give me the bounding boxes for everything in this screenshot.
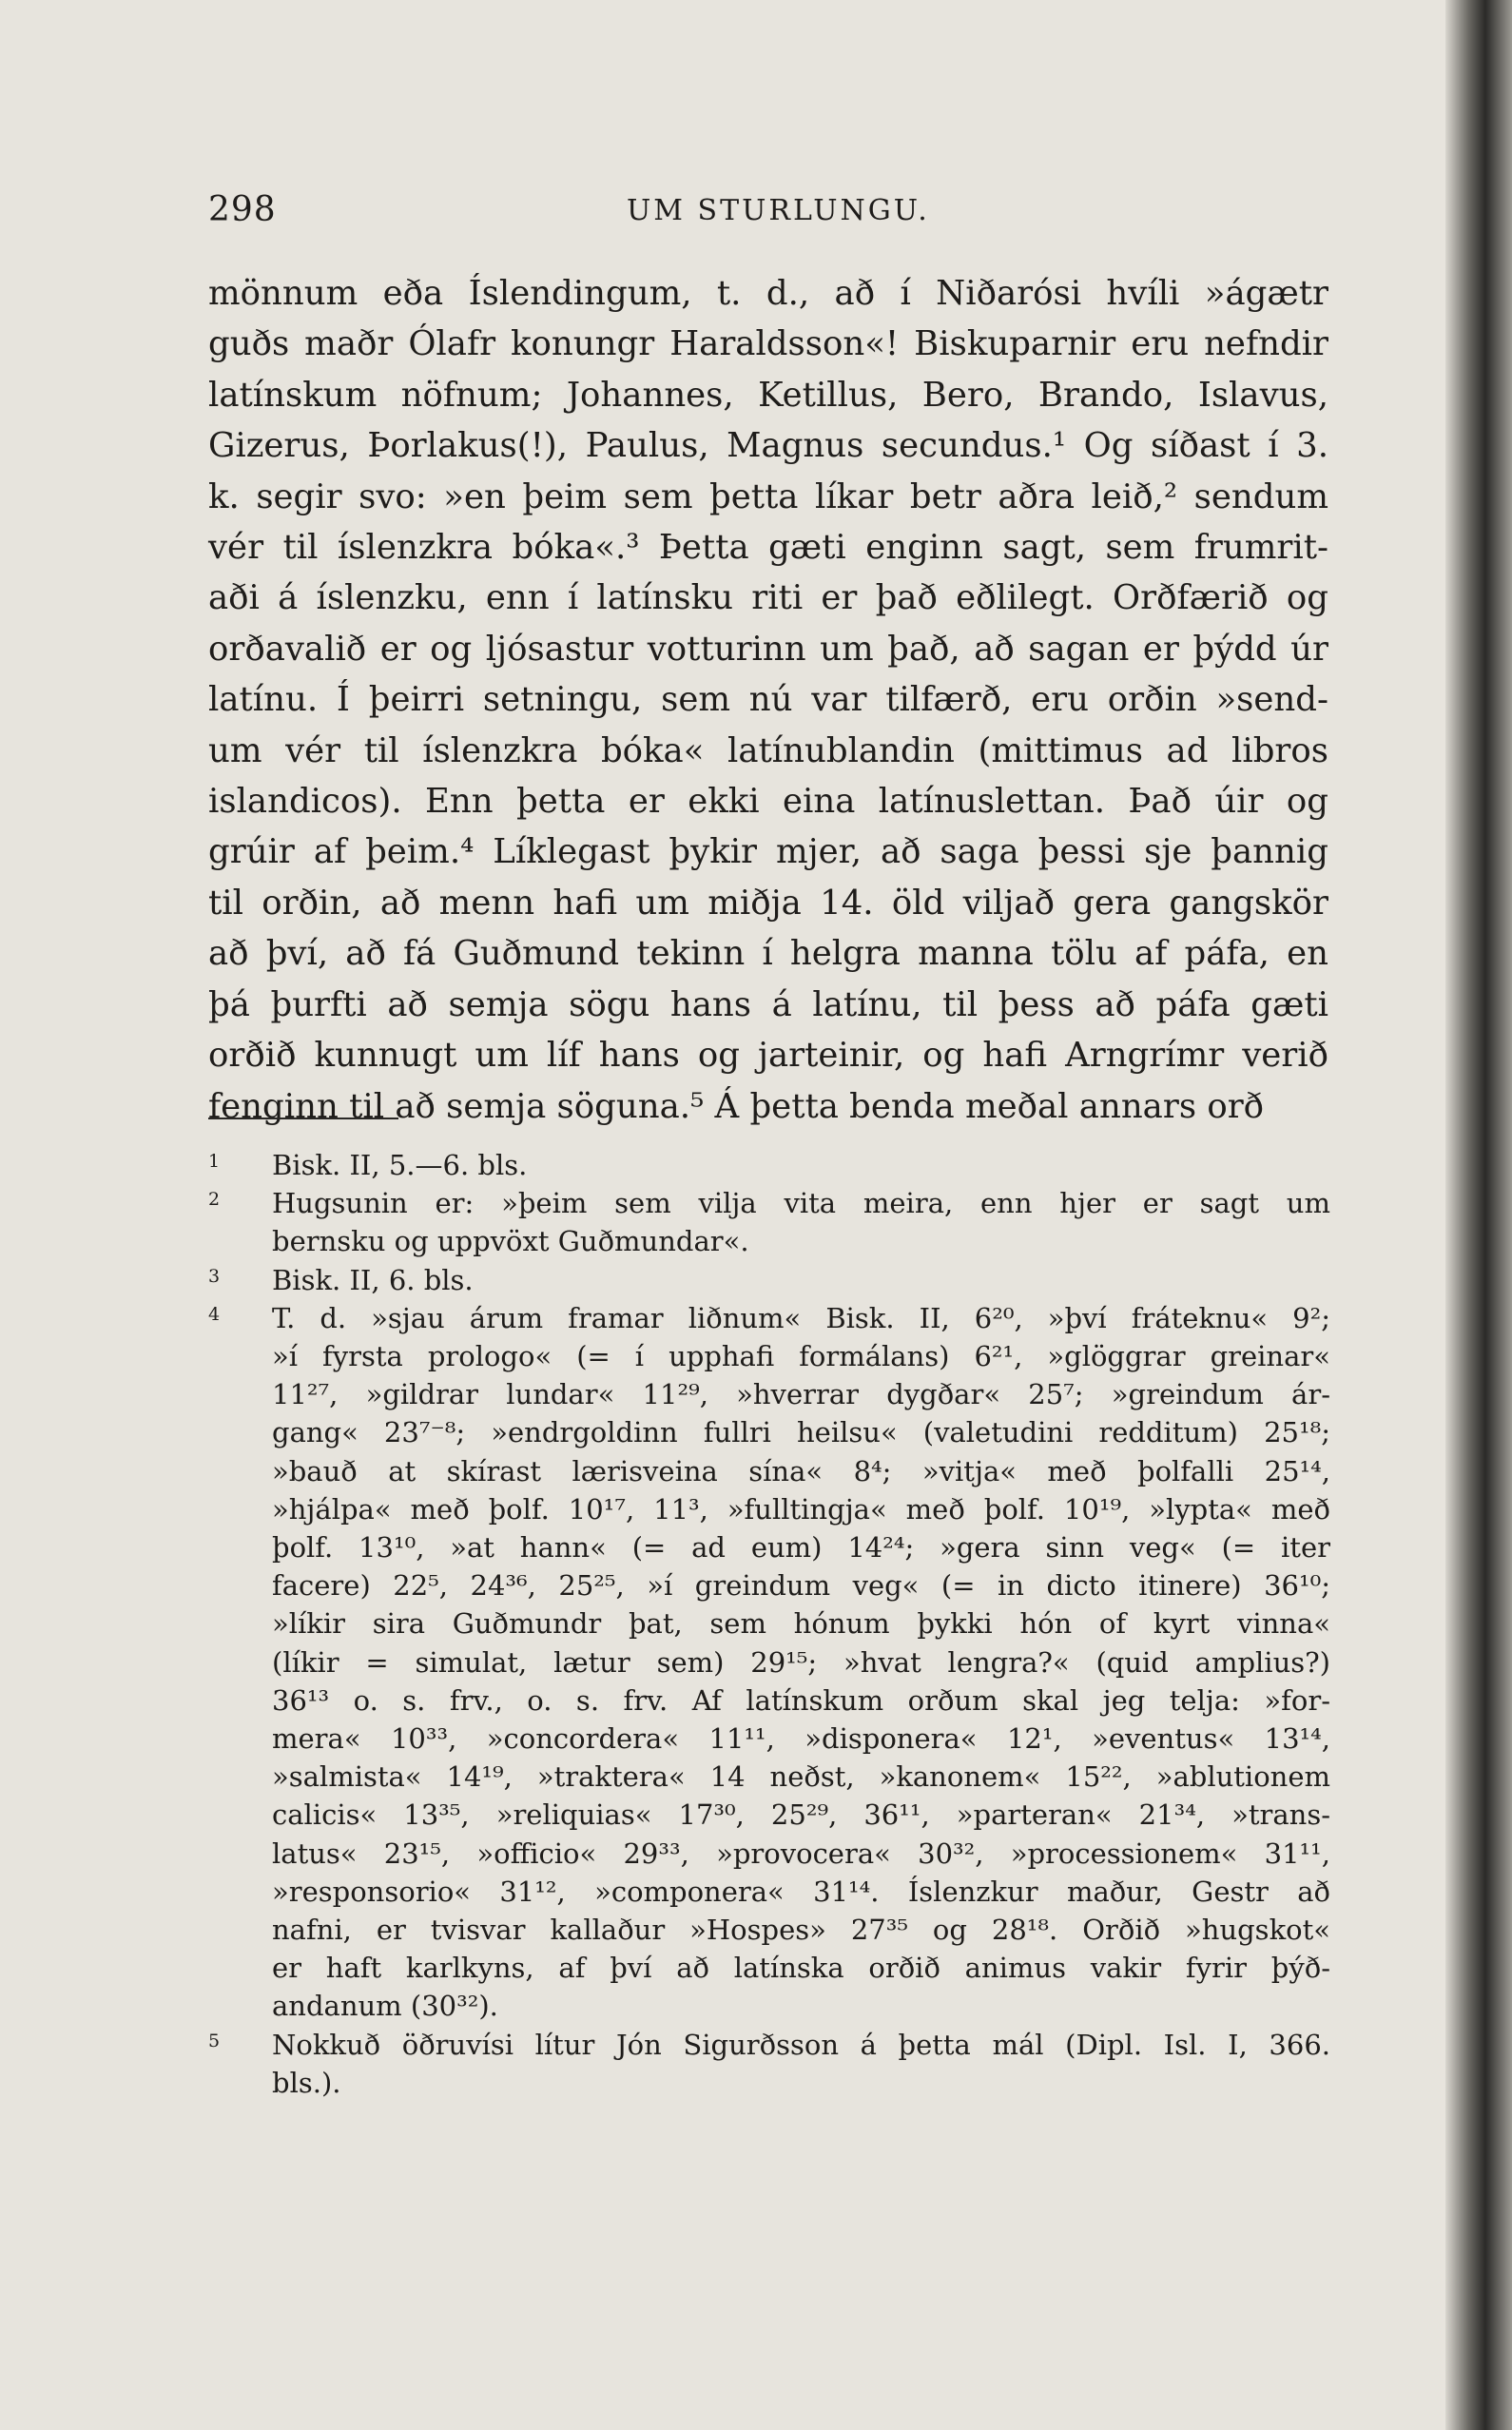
page-edge-shadow: [1445, 0, 1512, 2430]
body-line: Gizerus, Þorlakus(!), Paulus, Magnus secundus.¹ Og síðast í 3.: [208, 426, 1328, 466]
body-line: aði á íslenzku, enn í latínsku riti er það eðlilegt. Orðfærið og: [208, 578, 1328, 618]
body-line: guðs maðr Ólafr konungr Haraldsson«! Biskuparnir eru nefndir: [208, 324, 1328, 364]
footnote-line: T. d. »sjau árum framar liðnum« Bisk. II, 6²⁰, »því fráteknu« 9²;: [272, 1301, 1330, 1334]
footnote-line: (líkir = simulat, lætur sem) 29¹⁵; »hvat lengra?« (quid amplius?): [272, 1645, 1330, 1679]
body-line: orðavalið er og ljósastur votturinn um það, að sagan er þýdd úr: [208, 629, 1328, 669]
footnote-line: latus« 23¹⁵, »officio« 29³³, »provocera« 30³², »processionem« 31¹¹,: [272, 1837, 1330, 1870]
footnote-5: [208, 2026, 1330, 2102]
footnote-line: »salmista« 14¹⁹, »traktera« 14 neðst, »kanonem« 15²², »ablutionem: [272, 1760, 1330, 1794]
footnotes: [208, 1146, 1330, 2102]
body-line: að því, að fá Guðmund tekinn í helgra manna tölu af páfa, en: [208, 934, 1328, 974]
footnote-line: bls.).: [272, 2066, 341, 2099]
body-line: latínskum nöfnum; Johannes, Ketillus, Bero, Brando, Islavus,: [208, 375, 1328, 415]
footnote-line: »hjálpa« með þolf. 10¹⁷, 11³, »fulltingja« með þolf. 10¹⁹, »lypta« með: [272, 1492, 1330, 1526]
footnote-line: bernsku og uppvöxt Guðmundar«.: [272, 1225, 749, 1258]
body-line: um vér til íslenzkra bóka« latínublandin (mittimus ad libros: [208, 730, 1328, 770]
footnote-line: Nokkuð öðruvísi lítur Jón Sigurðsson á þetta mál (Dipl. Isl. I, 366.: [272, 2028, 1330, 2061]
body-line: k. segir svo: »en þeim sem þetta líkar betr aðra leið,² sendum: [208, 476, 1328, 516]
footnote-3: [208, 1261, 1330, 1299]
footnote-4: [208, 1299, 1330, 2026]
footnote-line: er haft karlkyns, af því að latínska orðið animus vakir fyrir þýð-: [272, 1952, 1330, 1985]
footnote-mark: 2: [208, 1189, 221, 1211]
footnote-line: mera« 10³³, »concordera« 11¹¹, »disponera« 12¹, »eventus« 13¹⁴,: [272, 1722, 1330, 1756]
footnote-mark: 5: [208, 2030, 221, 2051]
footnote-line: calicis« 13³⁵, »reliquias« 17³⁰, 25²⁹, 36¹¹, »parteran« 21³⁴, »trans-: [272, 1798, 1330, 1832]
footnote-line: »bauð at skírast lærisveina sína« 8⁴; »vitja« með þolfalli 25¹⁴,: [272, 1454, 1330, 1487]
body-line: grúir af þeim.⁴ Líklegast þykir mjer, að saga þessi sje þannig: [208, 832, 1328, 872]
page-header: [208, 190, 1330, 238]
body-text: [208, 268, 1328, 1132]
footnote-2: [208, 1184, 1330, 1260]
footnote-line: nafni, er tvisvar kallaður »Hospes» 27³⁵ og 28¹⁸. Orðið »hugskot«: [272, 1914, 1330, 1947]
footnote-line: Bisk. II, 6. bls.: [272, 1263, 474, 1296]
footnote-line: Bisk. II, 5.—6. bls.: [272, 1149, 528, 1181]
footnote-line: »responsorio« 31¹², »componera« 31¹⁴. Íslenzkur maður, Gestr að: [272, 1875, 1330, 1908]
body-line: þá þurfti að semja sögu hans á latínu, til þess að páfa gæti: [208, 984, 1328, 1024]
footnote-line: þolf. 13¹⁰, »at hann« (= ad eum) 14²⁴; »gera sinn veg« (= iter: [272, 1531, 1330, 1565]
footnote-line: »líkir sira Guðmundr þat, sem hónum þykki hón of kyrt vinna«: [272, 1607, 1330, 1641]
body-line: islandicos). Enn þetta er ekki eina latínuslettan. Það úir og: [208, 782, 1328, 822]
footnote-mark: 1: [208, 1151, 221, 1172]
footnote-line: gang« 23⁷⁻⁸; »endrgoldinn fullri heilsu« (valetudini redditum) 25¹⁸;: [272, 1416, 1330, 1449]
footnote-mark: 4: [208, 1303, 221, 1325]
body-line: til orðin, að menn hafi um miðja 14. öld viljað gera gangskör: [208, 883, 1328, 923]
footnote-line: andanum (30³²).: [272, 1990, 498, 2023]
page-number: 298: [208, 190, 277, 229]
footnote-mark: 3: [208, 1265, 221, 1287]
footnote-separator: [208, 1118, 398, 1119]
body-line: latínu. Í þeirri setningu, sem nú var tilfærð, eru orðin »send-: [208, 680, 1328, 720]
footnote-line: »í fyrsta prologo« (= í upphafi formálans) 6²¹, »glöggrar greinar«: [272, 1340, 1330, 1373]
footnote-line: facere) 22⁵, 24³⁶, 25²⁵, »í greindum veg« (= in dicto itinere) 36¹⁰;: [272, 1569, 1330, 1603]
body-line: orðið kunnugt um líf hans og jarteinir, og hafi Arngrímr verið: [208, 1036, 1328, 1076]
footnote-line: 11²⁷, »gildrar lundar« 11²⁹, »hverrar dygðar« 25⁷; »greindum ár-: [272, 1378, 1330, 1411]
body-line: fenginn til að semja söguna.⁵ Á þetta benda meðal annars orð: [208, 1086, 1265, 1126]
footnote-line: 36¹³ o. s. frv., o. s. frv. Af latínskum orðum skal jeg telja: »for-: [272, 1683, 1330, 1717]
running-title: UM STURLUNGU.: [627, 194, 930, 227]
body-line: mönnum eða Íslendingum, t. d., að í Niðarósi hvíli »ágætr: [208, 274, 1328, 313]
footnote-line: Hugsunin er: »þeim sem vilja vita meira, enn hjer er sagt um: [272, 1187, 1330, 1220]
body-line: vér til íslenzkra bóka«.³ Þetta gæti enginn sagt, sem frumrit-: [208, 528, 1328, 568]
footnote-1: [208, 1146, 1330, 1184]
